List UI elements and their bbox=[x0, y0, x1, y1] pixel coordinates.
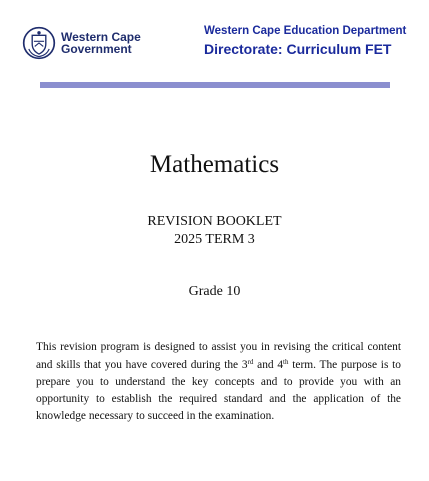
grade-label: Grade 10 bbox=[188, 284, 241, 299]
logo-text bbox=[61, 31, 141, 55]
page-header bbox=[0, 0, 429, 80]
coat-of-arms-icon bbox=[22, 26, 56, 60]
western-cape-government-logo bbox=[22, 25, 142, 61]
intro-paragraph bbox=[36, 339, 401, 425]
booklet-title: REVISION BOOKLET bbox=[147, 214, 282, 229]
department-name: Western Cape Education Department bbox=[204, 25, 407, 37]
ordinal-suffix-th: th bbox=[283, 357, 289, 366]
ordinal-suffix-rd: rd bbox=[247, 357, 254, 366]
header-divider bbox=[40, 82, 390, 88]
logo-line-1: Western Cape bbox=[61, 30, 141, 44]
department-block bbox=[204, 24, 407, 58]
logo-line-2: Government bbox=[61, 42, 132, 56]
subject-title: Mathematics bbox=[149, 151, 280, 178]
intro-text-part-2: and 4 bbox=[253, 358, 284, 371]
directorate-title: Directorate: Curriculum FET bbox=[204, 41, 392, 57]
term-label: 2025 TERM 3 bbox=[174, 232, 255, 247]
intro-text-part-1: This revision program is designed to assist you in revising the critical content and skills that you have covered during the 3 bbox=[36, 341, 401, 371]
intro-text-part-3: term. The purpose is to prepare you to understand the key concepts and to provide you with an opportunity to establish the required standard and the application of the knowledge necessary to succeed in the examination. bbox=[36, 358, 401, 423]
